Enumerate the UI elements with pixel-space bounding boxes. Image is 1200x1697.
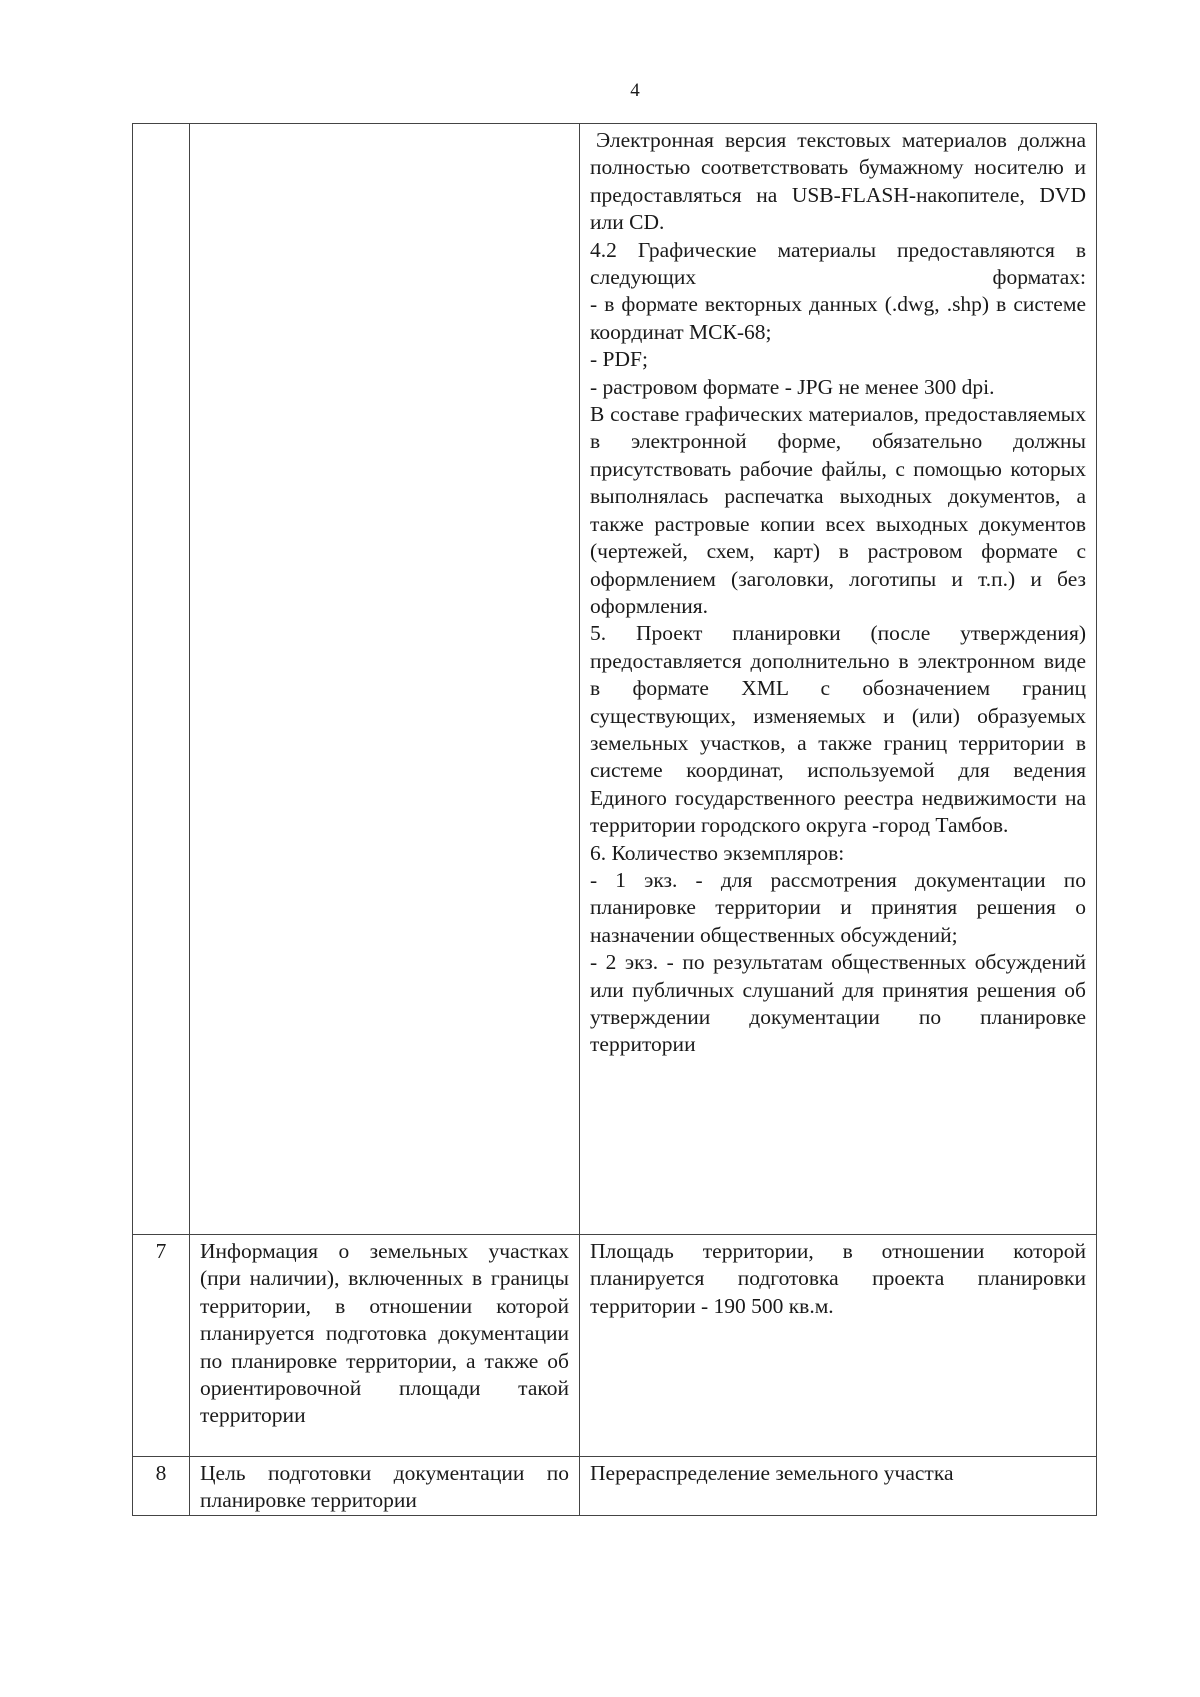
paragraph: Площадь территории, в отношении которой планируется подготовка проекта планировки территории - 190 500 кв.м. bbox=[590, 1239, 1086, 1318]
table-row bbox=[133, 124, 1097, 1235]
requirements-table bbox=[132, 123, 1097, 1516]
paragraph: - PDF; bbox=[590, 347, 648, 372]
paragraph: - в формате векторных данных (.dwg, .shp) в системе координат МСК-68; bbox=[590, 292, 1086, 344]
paragraph: Перераспределение земельного участка bbox=[590, 1461, 954, 1485]
parameter-name-cell bbox=[190, 124, 580, 1235]
table-row bbox=[133, 1235, 1097, 1457]
row-number-cell: 7 bbox=[133, 1235, 190, 1457]
paragraph: - растровом формате - JPG не менее 300 dpi. bbox=[590, 374, 995, 399]
parameter-name-cell bbox=[190, 1457, 580, 1516]
table-row bbox=[133, 1457, 1097, 1516]
parameter-value-cell bbox=[580, 1235, 1097, 1457]
parameter-name-cell bbox=[190, 1235, 580, 1457]
row-number-cell bbox=[133, 124, 190, 1235]
parameter-value-cell bbox=[580, 124, 1097, 1235]
paragraph: - 2 экз. - по результатам общественных обсуждений или публичных слушаний для принятия решения об утверждении документации по планировке территории bbox=[590, 950, 1086, 1057]
paragraph: - 1 экз. - для рассмотрения документации по планировке территории и принятия решения о назначении общественных обсуждений; bbox=[590, 867, 1086, 947]
paragraph: Информация о земельных участках (при наличии), включенных в границы территории, в отношении которой планируется подготовка документации по планировке территории, а также об ориентировочной площади такой территории bbox=[200, 1239, 569, 1428]
paragraph: Электронная версия текстовых материалов должна полностью соответствовать бумажному носителю и предоставляться на USB-FLASH-накопителе, DVD или CD. bbox=[590, 128, 1086, 235]
parameter-value-cell bbox=[580, 1457, 1097, 1516]
row-number-cell: 8 bbox=[133, 1457, 190, 1516]
paragraph: 4.2 Графические материалы предоставляются в следующих форматах: bbox=[590, 237, 1086, 290]
paragraph: 6. Количество экземпляров: bbox=[590, 840, 845, 865]
page-number: 4 bbox=[630, 80, 640, 101]
paragraph: 5. Проект планировки (после утверждения) предоставляется дополнительно в электронном виде в формате XML с обозначением границ существующих, изменяемых и (или) образуемых земельных участков, а также границ территории в системе координат, используемой для ведения Единого государственного реестра недвижимости на территории городского округа -город Тамбов. bbox=[590, 621, 1086, 838]
paragraph: В составе графических материалов, предоставляемых в электронной форме, обязательно должны присутствовать рабочие файлы, с помощью которых выполнялась распечатка выходных документов, а также растровые копии всех выходных документов (чертежей, схем, карт) в растровом формате с оформлением (заголовки, логотипы и т.п.) и без оформления. bbox=[590, 402, 1086, 618]
paragraph: Цель подготовки документации по планировке территории bbox=[200, 1461, 569, 1513]
